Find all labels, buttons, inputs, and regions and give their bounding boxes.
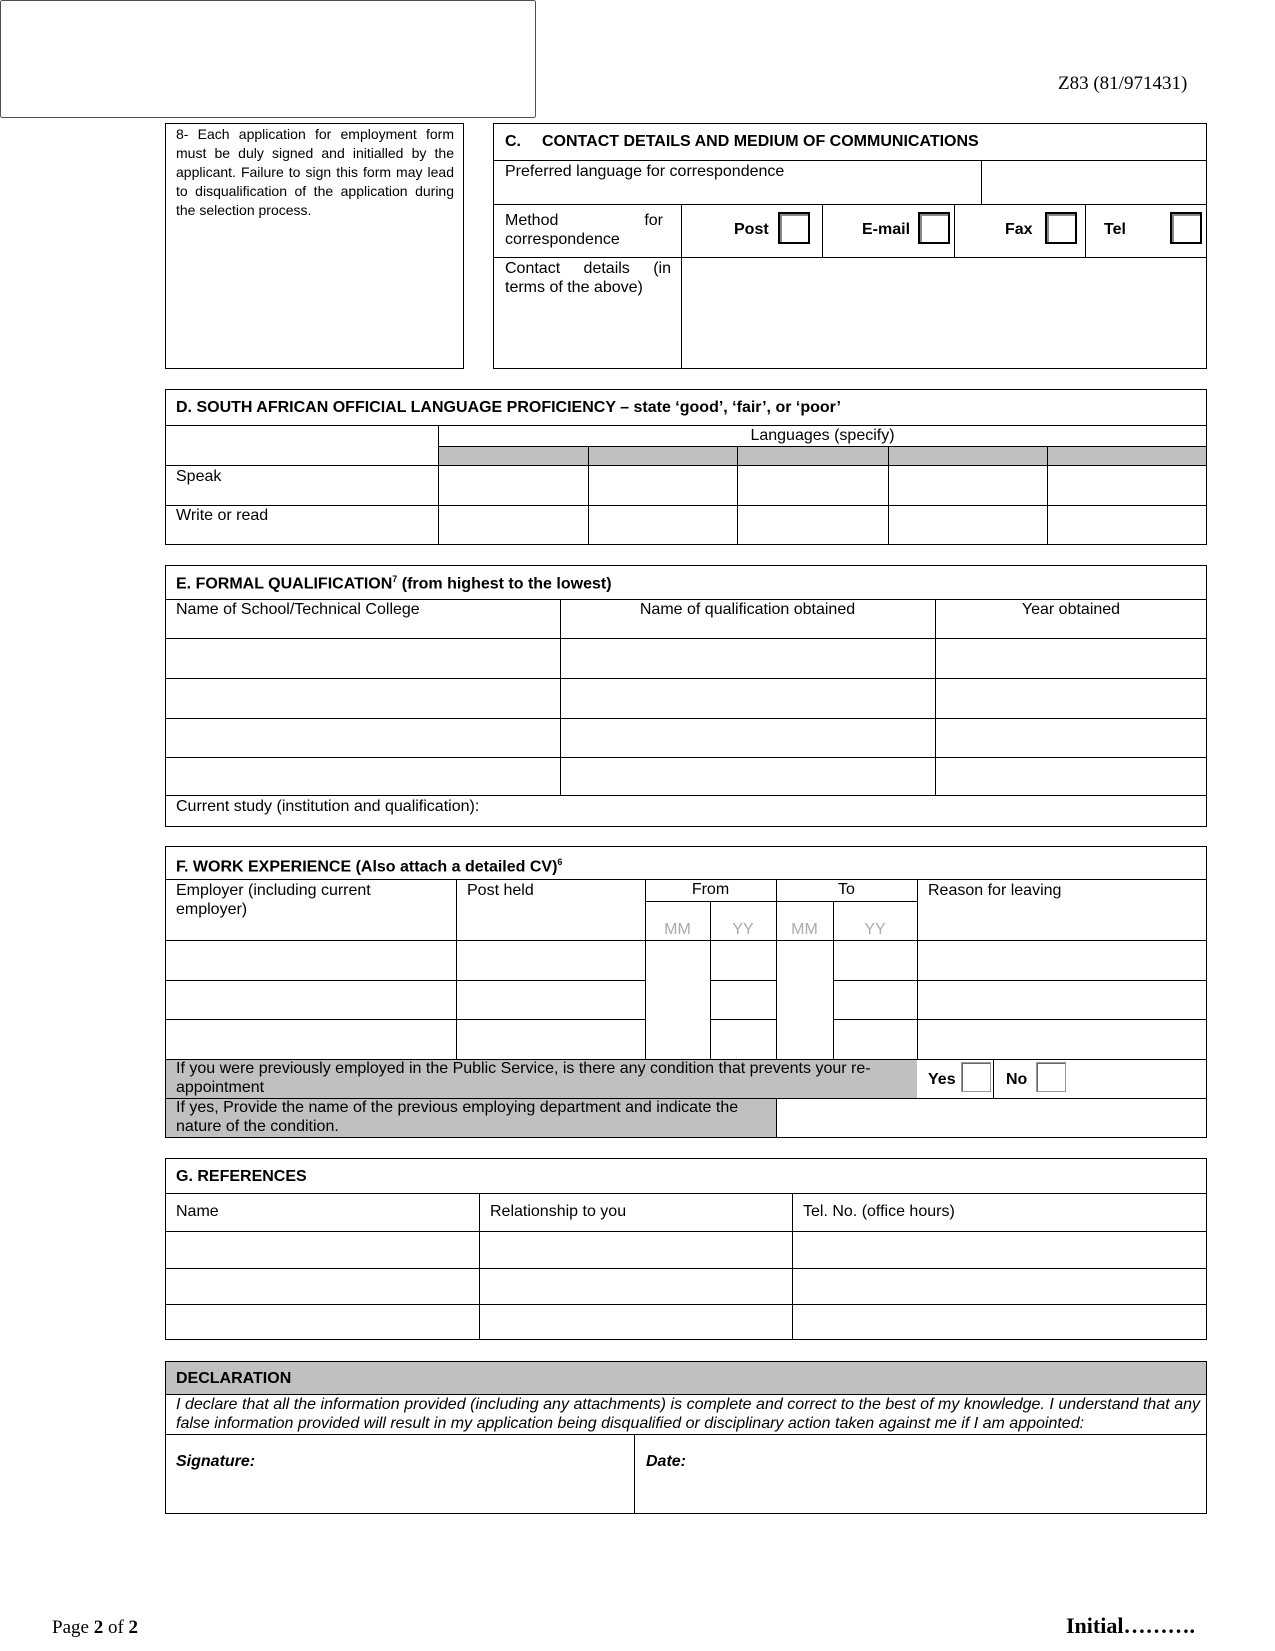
reappointment-yes-label: Yes [928,1071,956,1088]
proficiency-write-label: Write or read [176,507,269,524]
method-email-checkbox[interactable] [918,212,950,244]
initial-label: Initial………. [1066,1613,1195,1638]
signature-label: Signature: [176,1453,256,1470]
col-year-label: Year obtained [1021,601,1121,618]
method-fax-label: Fax [1005,221,1033,238]
section-f-title: F. WORK EXPERIENCE (Also attach a detailed CV)$^6$ [176,857,563,876]
declaration-text: I declare that all the information provided (including any attachments) is complete and correct to the best of my knowledge. I understand that any false information provided will result in my application being disqualified or disciplinary action taken against me if I am appointed: [176,1396,1200,1432]
method-post-label: Post [734,221,769,238]
col-employer-label: Employer (including current employer) [176,882,371,918]
col-school-label: Name of School/Technical College [176,601,420,618]
section-g-title: G. REFERENCES [176,1168,307,1185]
section-c-num: C. [505,133,521,150]
col-post-label: Post held [467,882,534,899]
col-from-label: From [691,881,730,898]
col-ref-name-label: Name [176,1203,219,1220]
from-yy-label: YY [732,921,754,938]
method-post-checkbox[interactable] [778,212,810,244]
from-mm-label: MM [664,921,691,938]
languages-header: Languages (specify) [750,427,895,444]
col-ref-tel-label: Tel. No. (office hours) [803,1203,955,1220]
declaration-title: DECLARATION [176,1370,292,1387]
col-reason-label: Reason for leaving [928,882,1062,899]
language-name-band [438,446,1206,465]
preferred-language-input[interactable] [983,161,1205,203]
proficiency-speak-label: Speak [176,468,222,485]
reappointment-no-label: No [1006,1071,1028,1088]
if-yes-label: If yes, Provide the name of the previous employing department and indicate the nature of the condition. [176,1099,739,1135]
contact-details-label: Contact details (in terms of the above) [505,260,671,296]
current-study-label: Current study (institution and qualification): [176,798,480,815]
method-email-label: E-mail [862,221,911,238]
form-code: Z83 (81/971431) [1058,73,1188,94]
reappointment-question: If you were previously employed in the Public Service, is there any condition that prevents your re-appointment [176,1060,871,1096]
declaration-title-band [166,1362,1206,1394]
to-mm-label: MM [791,921,818,938]
col-qualification-label: Name of qualification obtained [639,601,856,618]
method-tel-checkbox[interactable] [1170,212,1202,244]
section-g [165,1158,1207,1340]
date-input[interactable] [700,1444,1200,1504]
contact-details-input[interactable] [0,0,536,118]
section-e-title: E. FORMAL QUALIFICATION$^7$ (from highest to the lowest) [176,574,612,593]
page-number: Page 2 of 2 [52,1617,139,1638]
col-to-label: To [838,881,855,898]
method-tel-label: Tel [1104,221,1126,238]
section-c-title: CONTACT DETAILS AND MEDIUM OF COMMUNICATIONS [542,133,979,150]
col-ref-relationship-label: Relationship to you [490,1203,627,1220]
to-yy-label: YY [864,921,886,938]
reappointment-yes-checkbox[interactable] [961,1062,991,1092]
signature-input[interactable] [270,1444,628,1504]
section-d-title: D. SOUTH AFRICAN OFFICIAL LANGUAGE PROFICIENCY – state ‘good’, ‘fair’, or ‘poor’ [176,399,841,416]
method-label: Method for correspondence [505,212,663,248]
method-fax-checkbox[interactable] [1045,212,1077,244]
note-text: 8- Each application for employment form must be duly signed and initialled by the applicant. Failure to sign this form may lead to disqualification of the application during the selection process. [176,126,454,218]
if-yes-input[interactable] [778,1100,1205,1136]
date-label: Date: [646,1453,687,1470]
reappointment-no-checkbox[interactable] [1036,1062,1066,1092]
preferred-language-label: Preferred language for correspondence [505,163,785,180]
